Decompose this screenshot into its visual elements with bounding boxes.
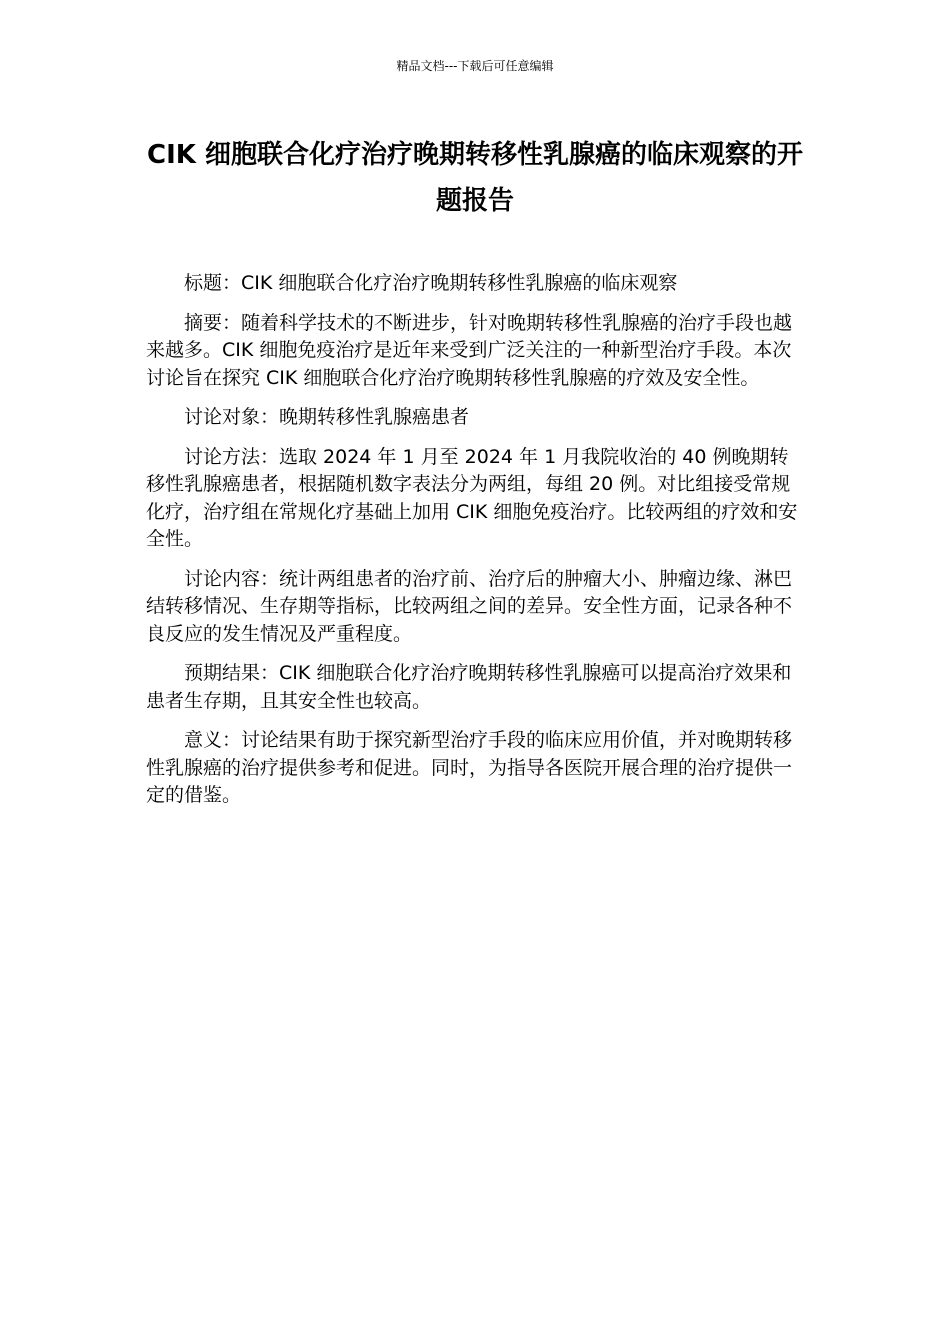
document-title: CIK 细胞联合化疗治疗晚期转移性乳腺癌的临床观察的开题报告 bbox=[147, 140, 803, 216]
document-body bbox=[146, 270, 806, 822]
paragraph-abstract: 摘要：随着科学技术的不断进步，针对晚期转移性乳腺癌的治疗手段也越来越多。CIK 细胞免疫治疗是近年来受到广泛关注的一种新型治疗手段。本次讨论旨在探究 CIK 细胞联合化疗治疗晚期转移性乳腺癌的疗效及安全性。 bbox=[146, 311, 793, 389]
paragraph-subjects: 讨论对象：晚期转移性乳腺癌患者 bbox=[184, 406, 470, 428]
paragraph-significance: 意义：讨论结果有助于探究新型治疗手段的临床应用价值，并对晚期转移性乳腺癌的治疗提供参考和促进。同时，为指导各医院开展合理的治疗提供一定的借鉴。 bbox=[146, 729, 793, 806]
page-header: 精品文档---下载后可任意编辑 bbox=[396, 59, 554, 73]
paragraph-content: 讨论内容：统计两组患者的治疗前、治疗后的肿瘤大小、肿瘤边缘、淋巴结转移情况、生存期等指标，比较两组之间的差异。安全性方面，记录各种不良反应的发生情况及严重程度。 bbox=[146, 567, 793, 645]
paragraph-expected-results: 预期结果：CIK 细胞联合化疗治疗晚期转移性乳腺癌可以提高治疗效果和患者生存期，且其安全性也较高。 bbox=[146, 662, 792, 712]
paragraph-title: 标题：CIK 细胞联合化疗治疗晚期转移性乳腺癌的临床观察 bbox=[184, 272, 678, 294]
paragraph-methods: 讨论方法：选取 2024 年 1 月至 2024 年 1 月我院收治的 40 例晚期转移性乳腺癌患者，根据随机数字表法分为两组，每组 20 例。对比组接受常规化疗，治疗组在常规化疗基础上加用 CIK 细胞免疫治疗。比较两组的疗效和安全性。 bbox=[146, 445, 798, 550]
